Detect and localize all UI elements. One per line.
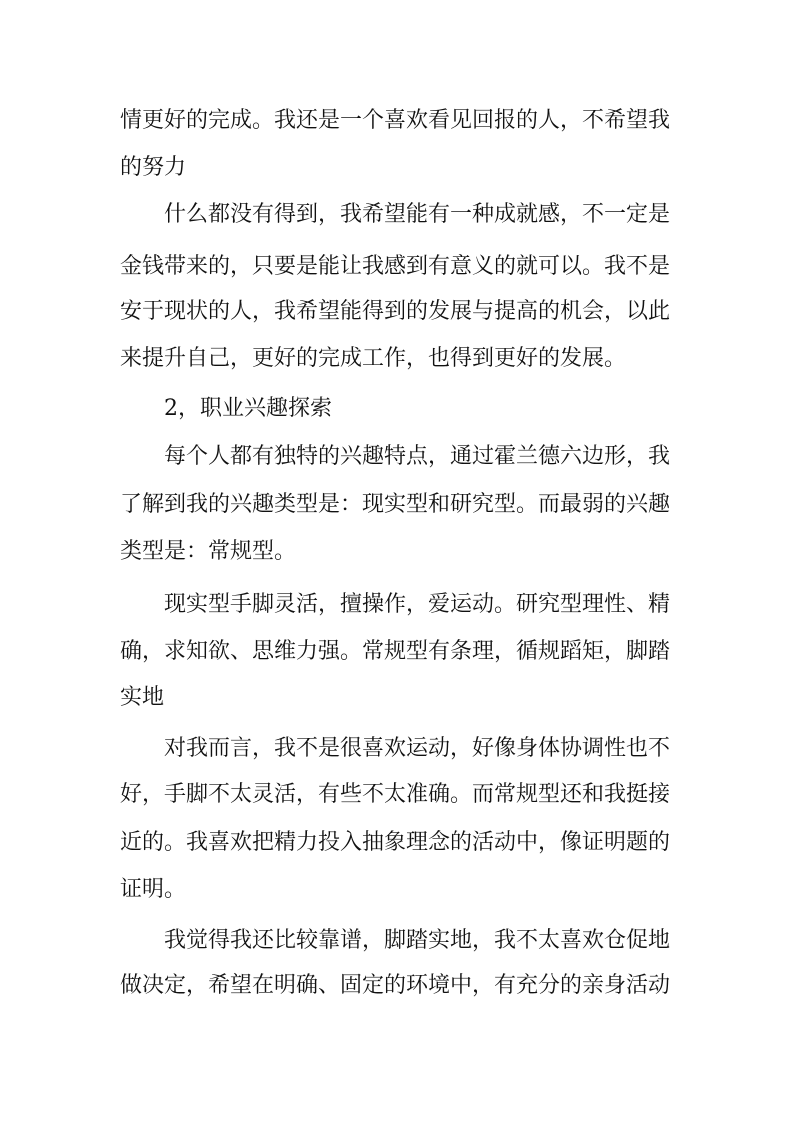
text-line: 近的。我喜欢把精力投入抽象理念的活动中，像证明题的 — [120, 830, 671, 855]
text-line: 实地 — [120, 685, 165, 710]
text-line: 现实型手脚灵活，擅操作，爱运动。研究型理性、精 — [164, 592, 671, 617]
section-heading: 2，职业兴趣探索 — [164, 396, 332, 421]
text-line: 对我而言，我不是很喜欢运动，好像身体协调性也不 — [164, 736, 671, 761]
text-line: 证明。 — [120, 877, 187, 902]
text-line: 的努力 — [120, 155, 187, 180]
text-line: 确，求知欲、思维力强。常规型有条理，循规蹈矩，脚踏 — [120, 639, 671, 664]
text-line: 做决定，希望在明确、固定的环境中，有充分的亲身活动 — [120, 973, 671, 998]
text-line: 安于现状的人，我希望能得到的发展与提高的机会，以此 — [120, 299, 671, 324]
text-line: 类型是：常规型。 — [120, 539, 297, 564]
text-line: 金钱带来的，只要是能让我感到有意义的就可以。我不是 — [120, 254, 671, 279]
text-line: 什么都没有得到，我希望能有一种成就感，不一定是 — [164, 202, 671, 227]
text-line: 好，手脚不太灵活，有些不太准确。而常规型还和我挺接 — [120, 782, 671, 807]
text-line: 来提升自己，更好的完成工作，也得到更好的发展。 — [120, 346, 627, 371]
text-line: 了解到我的兴趣类型是：现实型和研究型。而最弱的兴趣 — [120, 492, 671, 517]
text-line: 我觉得我还比较靠谱，脚踏实地，我不太喜欢仓促地 — [164, 928, 671, 953]
text-line: 情更好的完成。我还是一个喜欢看见回报的人，不希望我 — [120, 108, 671, 133]
text-line: 每个人都有独特的兴趣特点，通过霍兰德六边形，我 — [164, 444, 671, 469]
